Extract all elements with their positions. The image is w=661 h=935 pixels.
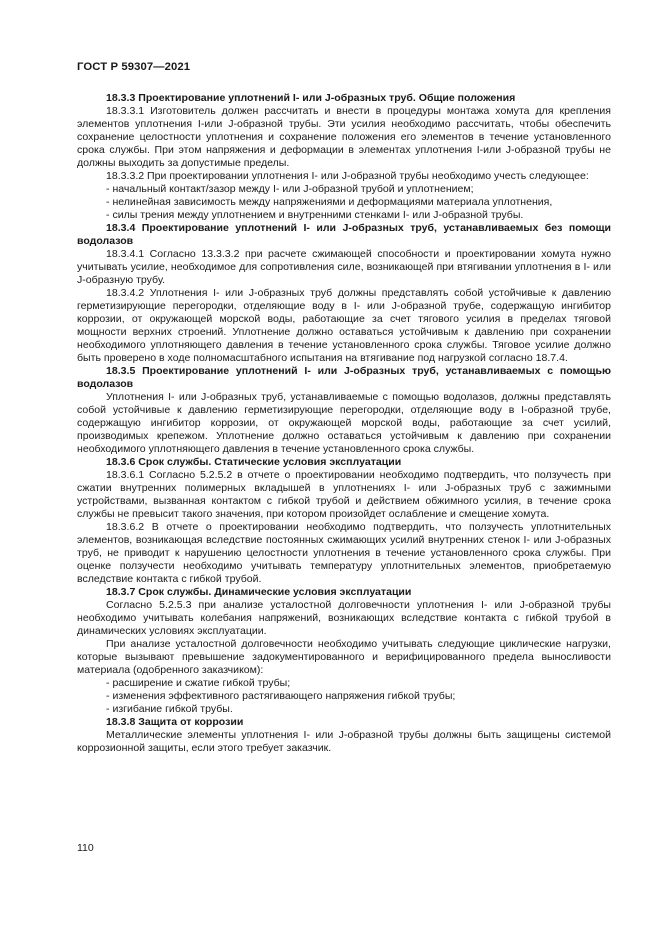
list-item: - изменения эффективного растягивающего напряжения гибкой трубы; [106, 690, 456, 702]
section-heading-18-3-5: 18.3.5 Проектирование уплотнений I- или J-образных труб, устанавливаемых с помощью водолазов [77, 365, 611, 390]
list-item: - начальный контакт/зазор между I- или J-образной трубой и уплотнением; [106, 183, 474, 195]
section-heading-18-3-7: 18.3.7 Срок службы. Динамические условия эксплуатации [106, 586, 412, 598]
section-heading-18-3-6: 18.3.6 Срок службы. Статические условия эксплуатации [106, 456, 402, 468]
paragraph-18-3-3-1: 18.3.3.1 Изготовитель должен рассчитать и внести в процедуры монтажа хомута для крепления элементов уплотнения I-или J-образной трубы. Эти усилия необходимо рассчитать, чтобы обеспечить сохранение целостности уплотнения и сохранение положения его элементов в течение установленного срока службы. При этом напряжения и деформации в элементах уплотнения I-или J-образной трубы не должны выходить за допустимые пределы. [77, 105, 611, 169]
paragraph-18-3-7-b: При анализе усталостной долговечности необходимо учитывать следующие циклические нагрузки, которые вызывают превышение задокументированного и верифицированного предела выносливости материала (одобренного заказчиком): [77, 638, 611, 676]
page-number: 110 [77, 842, 94, 854]
paragraph-18-3-5: Уплотнения I- или J-образных труб, устанавливаемые с помощью водолазов, должны представлять собой устойчивые к давлению герметизирующие перегородки, отделяющие воду в I-образной трубе, содержащую ингибитор коррозии, от окружающей морской воды, работающие за счет усилий, производимых крепежом. Уплотнение должно оставаться устойчивым к давлению при сохранении необходимого уплотняющего давления в течение установленного срока службы. [77, 391, 611, 455]
section-heading-18-3-8: 18.3.8 Защита от коррозии [106, 716, 244, 728]
paragraph-18-3-7-a: Согласно 5.2.5.3 при анализе усталостной долговечности уплотнения I- или J-образной трубы необходимо учитывать колебания напряжений, возникающих вследствие контакта с гибкой трубой в динамических условиях эксплуатации. [77, 599, 611, 637]
section-heading-18-3-3: 18.3.3 Проектирование уплотнений I- или J-образных труб. Общие положения [106, 92, 516, 104]
paragraph-18-3-6-1: 18.3.6.1 Согласно 5.2.5.2 в отчете о проектировании необходимо подтвердить, что ползучесть при сжатии внутренних полимерных вкладышей в уплотнениях I- или J-образных труб с зажимными устройствами, вызванная контактом с гибкой трубой и действием обжимного усилия, в течение срока службы не превысит такого значения, при котором произойдет ослабление и смещение хомута. [77, 469, 611, 520]
document-body [77, 92, 611, 755]
paragraph-18-3-4-1: 18.3.4.1 Согласно 13.3.3.2 при расчете сжимающей способности и проектировании хомута нужно учитывать усилие, необходимое для сопротивления силе, возникающей при втягивании уплотнения в I- или J-образную трубу. [77, 248, 611, 286]
section-heading-18-3-4: 18.3.4 Проектирование уплотнений I- или J-образных труб, устанавливаемых без помощи водолазов [77, 222, 611, 247]
paragraph-18-3-6-2: 18.3.6.2 В отчете о проектировании необходимо подтвердить, что ползучесть уплотнительных элементов, возникающая вследствие постоянных сжимающих усилий внутренних стенок I- или J-образных труб, не приводит к нарушению целостности уплотнения в течение установленного срока службы. При оценке ползучести необходимо учитывать температуру уплотнительных элементов, приобретаемую вследствие контакта с гибкой трубой. [77, 521, 611, 585]
list-item: - расширение и сжатие гибкой трубы; [106, 677, 291, 689]
list-item: - силы трения между уплотнением и внутренними стенками I- или J-образной трубы. [106, 209, 524, 221]
list-item: - нелинейная зависимость между напряжениями и деформациями материала уплотнения, [106, 196, 553, 208]
paragraph-18-3-8: Металлические элементы уплотнения I- или J-образной трубы должны быть защищены системой коррозионной защиты, если этого требует заказчик. [77, 729, 611, 754]
paragraph-18-3-3-2: 18.3.3.2 При проектировании уплотнения I- или J-образной трубы необходимо учесть следующее: [106, 170, 589, 182]
paragraph-18-3-4-2: 18.3.4.2 Уплотнения I- или J-образных труб должны представлять собой устойчивые к давлению герметизирующие перегородки, отделяющие воду в I- или J-образной трубе, содержащую ингибитор коррозии, от окружающей морской воды, работающие за счет тягового усилия в пределах тяговой мощности верхних строений. Уплотнение должно оставаться устойчивым к давлению при сохранении необходимого уплотняющего давления в течение установленного срока службы. Тяговое усилие должно быть проверено в ходе полномасштабного испытания на втягивание под нагрузкой согласно 18.7.4. [77, 287, 611, 364]
document-header: ГОСТ Р 59307—2021 [77, 61, 191, 73]
list-item: - изгибание гибкой трубы. [106, 703, 233, 715]
